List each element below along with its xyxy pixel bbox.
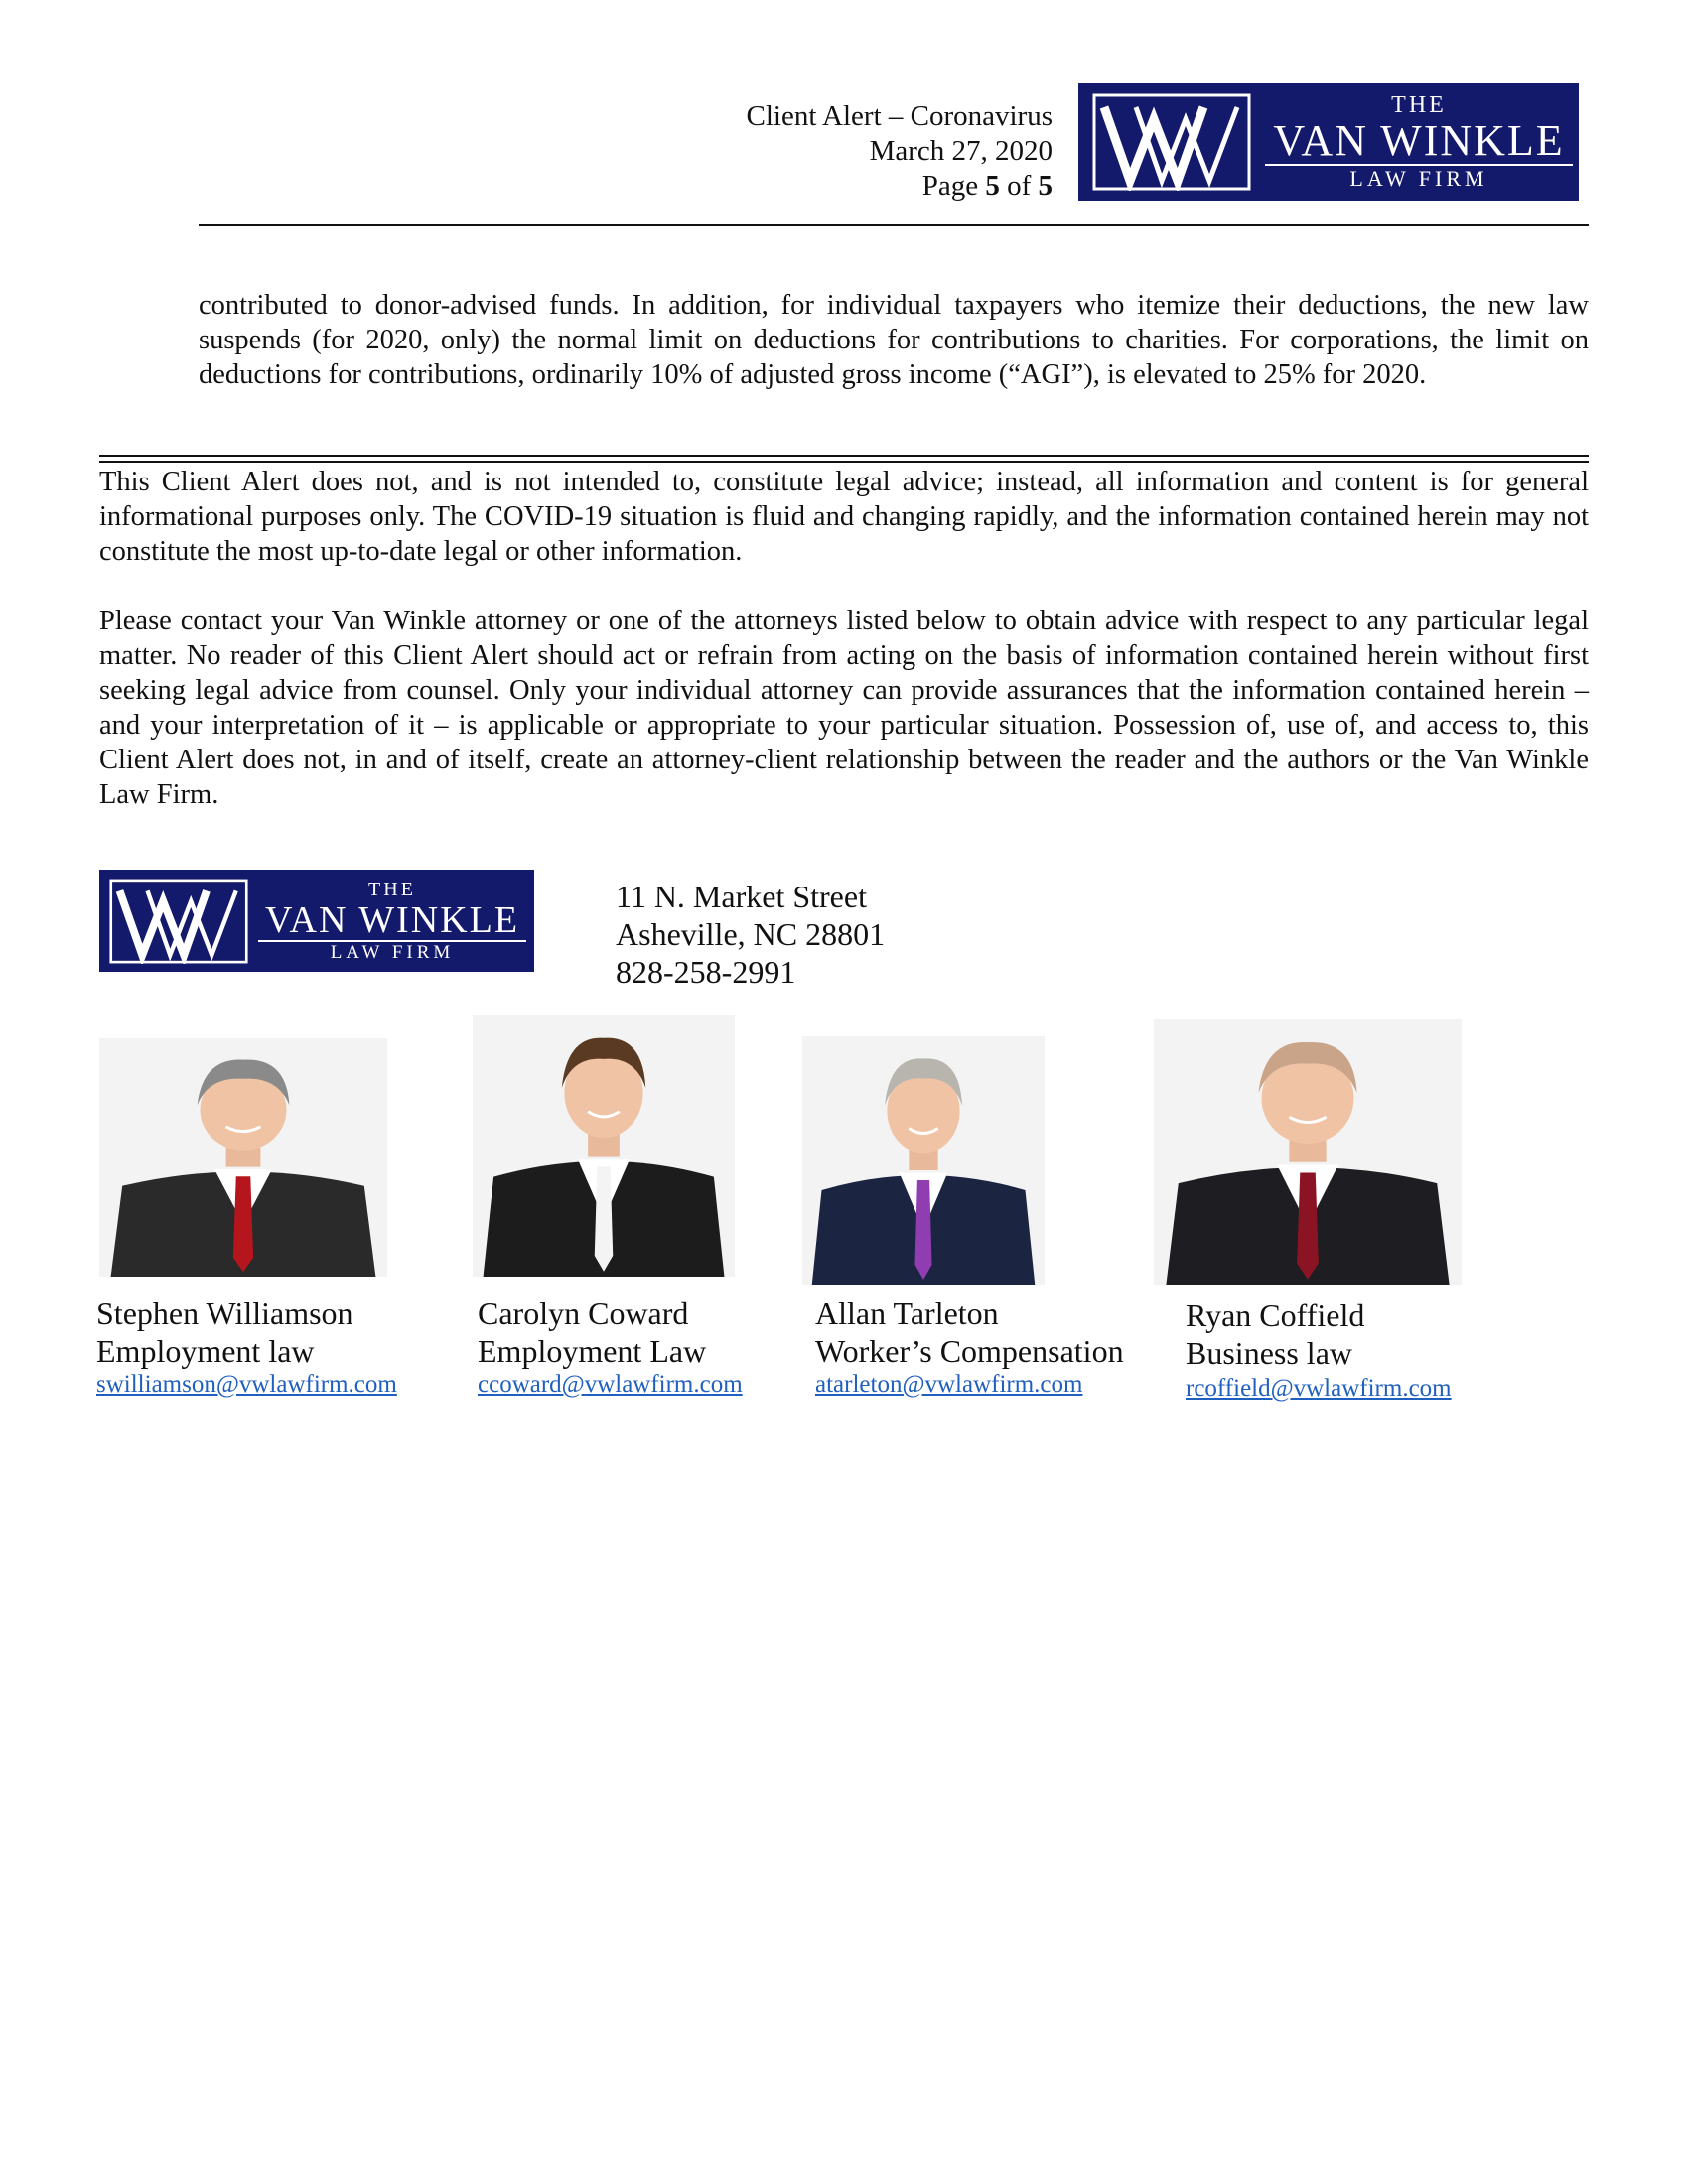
attorney-card (1186, 1297, 1452, 1404)
continuation-paragraph: contributed to donor-advised funds. In addition, for individual taxpayers who itemize their deductions, the new law suspends (for 2020, only) the normal limit on deductions for contributions to charities. For corporations, the limit on deductions for contributions, ordinarily 10% of adjusted gross income (“AGI”), is elevated to 25% for 2020. (199, 290, 1589, 390)
firm-address (616, 878, 885, 991)
header-divider (199, 224, 1589, 226)
contact-paragraph: Please contact your Van Winkle attorney or one of the attorneys listed below to obtain advice with respect to any particular legal matter. No reader of this Client Alert should act or refrain from acting on the basis of information contained herein without first seeking legal advice from counsel. Only your individual attorney can provide assurances that the information contained herein – and your interpretation of it – is applicable or appropriate to your particular situation. Possession of, use of, and access to, this Client Alert does not, in and of itself, create an attorney-client relationship between the reader and the authors or the Van Winkle Law Firm. (99, 606, 1589, 810)
address-city: Asheville, NC 28801 (616, 916, 886, 952)
attorney-email-link[interactable]: atarleton@vwlawfirm.com (815, 1371, 1083, 1398)
attorney-name: Carolyn Coward (478, 1296, 689, 1331)
logo-wordmark: THE VAN WINKLE LAW FIRM (1265, 92, 1573, 192)
attorney-photo (1154, 1019, 1462, 1285)
attorney-photo (99, 1038, 387, 1277)
attorney-email-link[interactable]: ccoward@vwlawfirm.com (478, 1371, 743, 1398)
vw-monogram-icon (109, 879, 248, 964)
attorney-practice-area: Employment Law (478, 1333, 707, 1369)
attorney-practice-area: Worker’s Compensation (815, 1333, 1124, 1369)
disclaimer-paragraph: This Client Alert does not, and is not intended to, constitute legal advice; instead, all information and content is for general informational purposes only. The COVID-19 situation is fluid and changing rapidly, and the information contained herein may not constitute the most up-to-date legal or other information. (99, 467, 1589, 567)
attorney-email-link[interactable]: swilliamson@vwlawfirm.com (96, 1371, 397, 1398)
disclaimer-divider-top (99, 455, 1589, 457)
footer-logo (99, 870, 534, 972)
disclaimer-divider-bottom (99, 461, 1589, 463)
attorney-practice-area: Employment law (96, 1333, 315, 1369)
header-date: March 27, 2020 (869, 135, 1053, 167)
portrait-figure (802, 1036, 1045, 1285)
attorney-name: Ryan Coffield (1186, 1297, 1365, 1333)
attorney-email-link[interactable]: rcoffield@vwlawfirm.com (1186, 1375, 1452, 1402)
attorney-photo (802, 1036, 1045, 1285)
header-title: Client Alert – Coronavirus (746, 100, 1053, 132)
vw-monogram-icon (1092, 93, 1251, 191)
attorney-card (815, 1295, 1124, 1400)
header-logo (1078, 83, 1579, 201)
logo-wordmark: THE VAN WINKLE LAW FIRM (258, 879, 526, 964)
portrait-figure (99, 1038, 387, 1277)
attorney-practice-area: Business law (1186, 1335, 1352, 1371)
portrait-figure (473, 1015, 735, 1277)
attorney-card (96, 1295, 397, 1400)
attorney-card (478, 1295, 743, 1400)
header-meta (747, 99, 1054, 204)
address-phone: 828-258-2991 (616, 954, 796, 990)
header-page: Page 5 of 5 (921, 170, 1053, 202)
attorney-photo (473, 1015, 735, 1277)
portrait-figure (1154, 1019, 1462, 1285)
attorney-name: Stephen Williamson (96, 1296, 353, 1331)
address-street: 11 N. Market Street (616, 879, 867, 914)
attorney-name: Allan Tarleton (815, 1296, 999, 1331)
